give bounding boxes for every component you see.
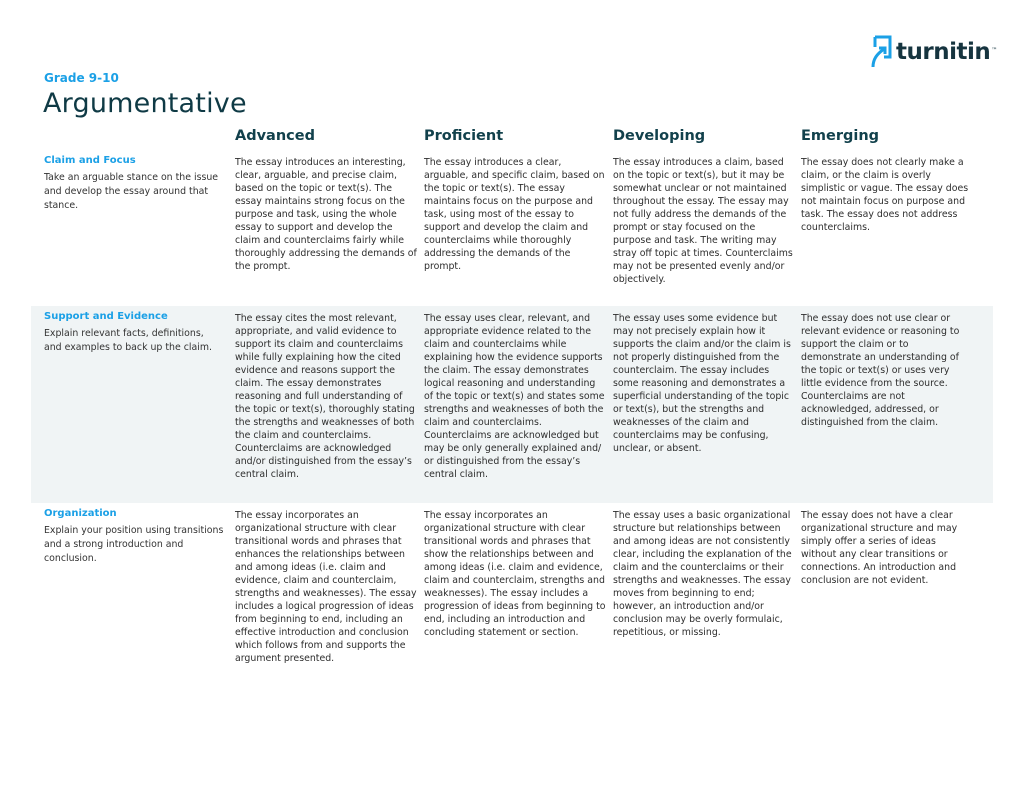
criterion-description: Explain relevant facts, definitions, and examples to back up the claim. xyxy=(44,328,212,353)
grade-label: Grade 9-10 xyxy=(44,71,119,85)
criterion-description: Explain your position using transitions and a strong introduction and conclusion. xyxy=(44,525,224,564)
rubric-row-organization xyxy=(31,503,993,693)
criterion-name: Support and Evidence xyxy=(44,311,168,322)
criterion-description: Take an arguable stance on the issue and develop the essay around that stance. xyxy=(44,172,219,211)
cell-proficient: The essay introduces a clear, arguable, and specific claim, based on the topic or text(s). The essay maintains focus on the purpose and task, using most of the essay to support and develop the claim and counterclaims while thoroughly addressing the demands of the prompt. xyxy=(424,157,605,272)
criterion-name: Claim and Focus xyxy=(44,155,136,166)
level-header-advanced: Advanced xyxy=(235,128,315,144)
trademark: ™ xyxy=(991,46,998,54)
rubric-row-claim-and-focus xyxy=(31,150,993,306)
cell-proficient: The essay uses clear, relevant, and appropriate evidence related to the claim and counterclaims while explaining how the evidence supports the claim. The essay demonstrates logical reasoning and understanding of the topic or text(s) and states some strengths and weaknesses of both the claim and counterclaims. Counterclaims are acknowledged but may be only generally explained and/ or distinguished from the essay’s central claim. xyxy=(424,313,605,480)
cell-advanced: The essay cites the most relevant, appropriate, and valid evidence to support its claim and counterclaims while fully explaining how the cited evidence and reasons support the claim. The essay demonstrates reasoning and full understanding of the topic or text(s), thoroughly stating the strengths and weaknesses of both the claim and counterclaims. Counterclaims are acknowledged and/or distinguished from the essay’s central claim. xyxy=(235,313,415,480)
criterion xyxy=(44,508,224,566)
turnitin-logo xyxy=(870,35,997,69)
cell-developing: The essay introduces a claim, based on the topic or text(s), but it may be somewhat unclear or not maintained throughout the essay. The essay may not fully address the demands of the prompt or stay focused on the purpose and task. The writing may stray off topic at times. Counterclaims may not be presented evenly and/or objectively. xyxy=(613,157,793,285)
turnitin-arrow-icon xyxy=(870,35,892,69)
cell-emerging: The essay does not use clear or relevant evidence or reasoning to support the claim or to demonstrate an understanding of the topic or text(s) or uses very little evidence from the source. Counterclaims are not acknowledged, addressed, or distinguished from the claim. xyxy=(801,313,960,428)
cell-developing: The essay uses some evidence but may not precisely explain how it supports the claim and/or the claim is not properly distinguished from the counterclaim. The essay includes some reasoning and demonstrates a superficial understanding of the topic or text(s), but the strengths and weaknesses of the claim and counterclaims may be confusing, unclear, or absent. xyxy=(613,313,791,454)
level-header-proficient: Proficient xyxy=(424,128,504,144)
page-title: Argumentative xyxy=(43,88,247,119)
cell-emerging: The essay does not clearly make a claim, or the claim is overly simplistic or vague. The essay does not maintain focus on purpose and task. The essay does not address counterclaims. xyxy=(801,157,969,233)
cell-developing: The essay uses a basic organizational structure but relationships between and among ideas are not consistently clear, including the explanation of the claim and the counterclaims or their strengths and weaknesses. The essay moves from beginning to end; however, an introduction and/or conclusion may be overly formulaic, repetitious, or missing. xyxy=(613,510,792,638)
rubric-row-support-and-evidence xyxy=(31,306,993,503)
level-header-emerging: Emerging xyxy=(801,128,880,144)
criterion xyxy=(44,155,224,213)
brand-name: turnitin xyxy=(896,38,991,65)
cell-advanced: The essay incorporates an organizational structure with clear transitional words and phrases that enhances the relationships between and among ideas (i.e. claim and evidence, claim and counterclaim, strengths and weaknesses). The essay includes a logical progression of ideas from beginning to end, including an effective introduction and conclusion which follows from and supports the argument presented. xyxy=(235,510,417,664)
cell-advanced: The essay introduces an interesting, clear, arguable, and precise claim, based on the topic or text(s). The essay maintains strong focus on the purpose and task, using the whole essay to support and develop the claim and counterclaims fairly while thoroughly addressing the demands of the prompt. xyxy=(235,157,417,272)
criterion-name: Organization xyxy=(44,508,117,519)
cell-proficient: The essay incorporates an organizational structure with clear transitional words and phrases that show the relationships between and among ideas (i.e. claim and evidence, claim and counterclaim, strengths and weaknesses). The essay includes a progression of ideas from beginning to end, including an introduction and concluding statement or section. xyxy=(424,510,606,638)
cell-emerging: The essay does not have a clear organizational structure and may simply offer a series of ideas without any clear transitions or connections. An introduction and conclusion are not evident. xyxy=(801,510,958,586)
level-header-developing: Developing xyxy=(613,128,706,144)
criterion xyxy=(44,311,224,355)
